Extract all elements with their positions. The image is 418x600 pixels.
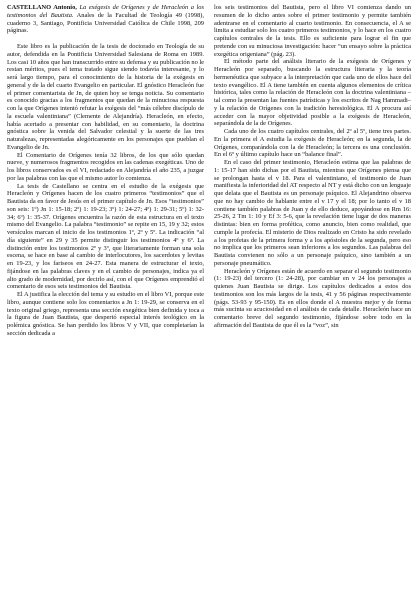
- author-name: CASTELLANO Antonio,: [7, 4, 77, 11]
- paragraph: El Comentario de Orígenes tenía 32 libros, de los que sólo quedan nueve, y numerosos fragmentos recogidos en las cadenas exegéticas. Uno de los libros conservados es el VI, redactado en Alejandría el año 235, a juzgar por las palabras con las que el mismo autor lo comienza.: [7, 151, 204, 182]
- publication-imprint: Anales de la Facultad de Teología 49 (1998), cuaderno 3, Santiago, Pontificia Universidad Católica de Chile 1998, 209 páginas.: [7, 11, 204, 35]
- paragraph: La tesis de Castellano se centra en el estudio de la exégesis que Heracleón y Orígenes hacen de los cuatro primeros “testimonios” que el Bautista da en favor de Jesús en el primer capítulo de Jn. Esos “testimonios” son seis: 1º) Jn 1: 15-18; 2º) 1: 19-23; 3º) 1: 24-27; 4º) 1: 29-31; 5º) 1: 32-34; 6º) 1: 35-37. Orígenes encuentra la razón de esta estructura en el texto mismo del Evangelio. La palabra “testimonio” se repite en 15, 19 y 32; estos versículos marcan el inicio de los testimonios 1º, 2º y 5º. La indicación “al día siguiente” en 29 y 35 permite distinguir los testimonios 4º y 6º. La distinción entre los testimonios 2º y 3º, que literariamente forman una sola escena, se hace en base al cambio de interlocutores, los sacerdotes y levitas en 19-23, y los fariseos en 24-27. Esta manera de estructurar el texto, fijándose en las palabras claves y en el cambio de personajes, indica ya el alto grado de modernidad, por decirlo así, con el que Orígenes emprendió el comentario de esos seis testimonios del Bautista.: [7, 182, 204, 291]
- right-column: [214, 4, 411, 596]
- paragraph: Cada uno de los cuatro capítulos centrales, del 2º al 5º, tiene tres partes. En la primera el A estudia la exégesis de Heracleón; en la segunda, la de Orígenes, comparándola con la de Heracleón; la tercera es una conclusión. En el 6º y último capítulo hace un “balance final”.: [214, 128, 411, 159]
- paragraph: los seis testimonios del Bautista, pero el libro VI comienza dando un resumen de lo dicho antes sobre el primer testimonio y permite también adentrarse en el comentario al cuarto testimonio. En consecuencia, el A se limita a estudiar solo los cuatro primeros testimonios, y lo hace en los cuatro capítulos centrales de la tesis. Ello es suficiente para lograr el fin que pretende con su minuciosa investigación: hacer “un ensayo sobre la práctica exegética origeniana” (pág. 23).: [214, 4, 411, 58]
- two-column-body: [7, 4, 411, 596]
- paragraph: En el caso del primer testimonio, Heracleón estima que las palabras de 1: 15-17 han sido dichas por el Bautista, mientras que Orígenes piensa que se prolongan hasta el v 18. Para el valentiniano, el testimonio de Juan manifiesta la inferioridad del AT respecto al NT y está dicho con un lenguaje que delata que el Bautista es un personaje psíquico. El Alejandrino observa que no hay cambio de hablante entre el v 17 y el 18; por lo tanto el v 18 contiene también palabras de Juan y de ello deduce, apoyándose en Rm 16: 25-26, 2 Tm 1: 10 y Ef 3: 5-6, que la revelación tiene lugar de dos maneras distintas: bien en forma profética, como anuncio, bien como realidad, que cumple la profecía. El misterio de Dios realizado en Cristo ha sido revelado a los profetas de la primera forma y a los apóstoles de la segunda, pero eso no implica que los primeros sean inferiores a los segundos. Las palabras del Bautista convienen no sólo a un personaje psíquico, sino también a un personaje pneumático.: [214, 159, 411, 267]
- left-column: [7, 4, 204, 596]
- paragraph: El método parte del análisis literario de la exégesis de Orígenes y Heracleón por separado, buscando la estructura literaria y la teoría hermenéutica que subyace a la interpretación que cada uno de ellos hace del texto evangélico. El A tiene también en cuenta algunos elementos de crítica histórica, tales como la relación de Heracleón con la doctrina valentiniana –tal como la presentan las fuentes patrísticas y los escritos de Nag Hammadi– y la relación de Orígenes con la tradición heresiológica. El A procura así acceder con la mayor objetividad posible a la exégesis de Heracleón, separándola de la de Orígenes.: [214, 58, 411, 128]
- book-review-header: [7, 4, 204, 35]
- paragraph: Heracleón y Orígenes están de acuerdo en separar el segundo testimonio (1: 19-23) del tercero (1: 24-28), por cambiar en v 24 los personajes a quienes Juan Bautista se dirige. Los capítulos dedicados a estos dos testimonios son los más largos de la tesis, 41 y 56 páginas respectivamente (págs. 53-93 y 95-150). Es en ellos donde el A muestra mejor y de forma más sucinta su acuciosidad en el análisis de cada detalle. Heracleón hace un comentario breve del segundo testimonio, fijándose sobre todo en la afirmación del Bautista de que él es la “voz”, sin: [214, 267, 411, 329]
- book-title: La exégesis de Orígenes y de Heracleón a los testimonios del Bautista.: [7, 4, 204, 19]
- paragraph: El A justifica la elección del tema y su estudio en el libro VI, porque este libro, aunque contiene solo los comentarios a Jn 1: 19-29, se conserva en el texto original griego, representa una sección exegética bien definida y toca a la figura de Juan Bautista, que despertó especial interés teológico en la polémica gnóstica. Se han perdido los libros V y VII, que completarían la sección dedicada a: [7, 291, 204, 337]
- paragraph: Este libro es la publicación de la tesis de doctorado en Teología de su autor, defendida en la Pontificia Universidad Salesiana de Roma en 1989. Los casi 10 años que han transcurrido entre su defensa y su publicación no le restan méritos, pues el tema tratado sigue siendo todavía interesante, y lo será largo tiempo, para el conocimiento de la historia de la exégesis en general y de la del cuarto Evangelio en particular. El gnóstico Heracleón fue el primer comentarista de Jn, de quien hoy se tenga noticia. Su comentario es conocido gracias a los fragmentos que quedan de la minuciosa respuesta con la que Orígenes intentó refutar la exégesis del “más célebre discípulo de la escuela valentiniana” (Clemente de Alejandría). Heracleón, en efecto, había acertado a presentar con habilidad, en su comentario, la doctrina gnóstica sobre la venida del Salvador celestial y la suerte de las tres naturalezas, representadas alegóricamente en los personajes que pueblan el Evangelio de Jn.: [7, 43, 204, 151]
